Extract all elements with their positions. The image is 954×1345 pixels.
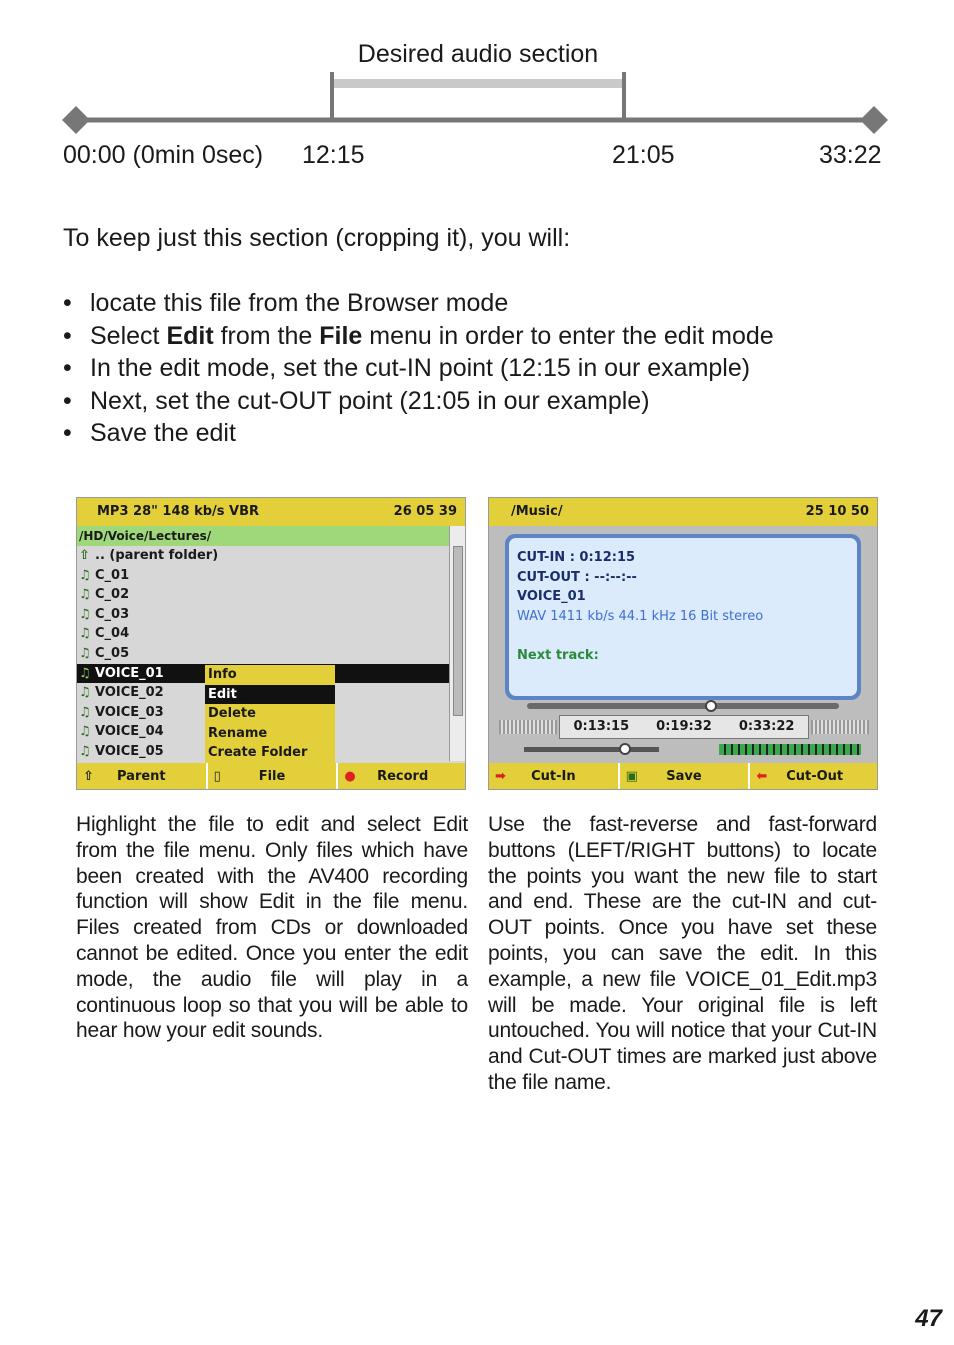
edit-info-panel — [505, 534, 861, 700]
step-keyword: Edit — [166, 321, 214, 350]
cut-in-button[interactable] — [489, 763, 620, 790]
browser-status-bar — [77, 498, 466, 526]
button-label: Cut-In — [531, 769, 576, 784]
cut-out-readout: CUT-OUT : --:--:-- — [517, 569, 637, 585]
file-name: .. (parent folder) — [95, 548, 219, 563]
menu-item-delete[interactable]: Delete — [208, 706, 256, 722]
file-list-item[interactable] — [77, 624, 449, 644]
step-text: menu in order to enter the edit mode — [362, 321, 774, 350]
intro-text: To keep just this section (cropping it), you will: — [63, 224, 571, 252]
music-note-icon: ♫ — [79, 685, 91, 701]
file-name: C_05 — [95, 645, 130, 661]
edit-file-name: VOICE_01 — [517, 589, 586, 604]
menu-item-rename[interactable]: Rename — [208, 725, 268, 741]
right-caption: Use the fast-reverse and fast-forward buttons (LEFT/RIGHT buttons) to locate the points you want the new file to start and end. These are the cut-IN and cut-OUT points. Once you have set these points, you can save the edit. In this example, a new file VOICE_01_Edit.mp3 will be made. Your original file is left untouched. You will notice that your Cut-IN and Cut-OUT times are marked just above the file name. — [488, 813, 877, 1094]
step-item — [63, 385, 774, 418]
right-dots-decoration — [811, 720, 869, 734]
desired-section-bracket — [333, 79, 623, 88]
save-icon: ▣ — [625, 769, 638, 784]
button-label: Cut-Out — [786, 769, 844, 784]
file-name: VOICE_01 — [95, 665, 164, 681]
folder-up-icon: ⇧ — [83, 769, 94, 784]
progress-track[interactable] — [527, 703, 839, 709]
file-name: VOICE_05 — [95, 743, 164, 759]
timeline-end-label: 33:22 — [819, 141, 882, 169]
parent-button[interactable] — [77, 763, 208, 790]
left-dots-decoration — [499, 720, 557, 734]
scroll-thumb[interactable] — [453, 546, 463, 716]
steps-list — [63, 287, 774, 450]
step-item — [63, 417, 774, 450]
music-note-icon: ♫ — [79, 724, 91, 740]
step-text: Next, set the cut-OUT point (21:05 in our example) — [90, 386, 650, 415]
step-item — [63, 287, 774, 320]
file-list-item[interactable] — [77, 605, 449, 625]
timeline-cut-in-label: 12:15 — [302, 141, 365, 169]
step-item — [63, 352, 774, 385]
file-list-item[interactable] — [77, 546, 449, 566]
record-button[interactable] — [338, 763, 466, 790]
button-label: File — [258, 769, 286, 784]
music-note-icon: ♫ — [79, 626, 91, 642]
step-item — [63, 320, 774, 353]
step-keyword: File — [319, 321, 363, 350]
music-note-icon: ♫ — [79, 743, 91, 759]
menu-item-info[interactable]: Info — [208, 667, 237, 682]
file-name: C_04 — [95, 626, 130, 642]
save-button[interactable] — [620, 763, 751, 790]
music-note-icon: ♫ — [79, 645, 91, 661]
edit-mode-screenshot — [488, 497, 878, 790]
browser-screenshot — [76, 497, 466, 790]
file-name: C_01 — [95, 567, 130, 583]
time-readouts — [559, 715, 809, 739]
browser-button-bar — [77, 763, 466, 790]
cut-out-button[interactable] — [750, 763, 878, 790]
spacer-line — [517, 626, 849, 646]
step-text: locate this file from the Browser mode — [90, 289, 509, 317]
timeline-start-marker — [62, 106, 90, 134]
file-name: VOICE_03 — [95, 704, 164, 720]
file-name: VOICE_02 — [95, 685, 164, 701]
edit-button-bar — [489, 763, 878, 790]
document-icon: ▯ — [213, 769, 221, 784]
music-note-icon: ♫ — [79, 587, 91, 603]
browser-title: MP3 28" 148 kb/s VBR — [97, 504, 260, 519]
file-list-item[interactable] — [77, 585, 449, 605]
file-list-item[interactable] — [77, 644, 449, 664]
time-readout: 0:13:15 — [573, 719, 630, 734]
timeline-diagram — [0, 60, 954, 140]
edit-status: 25 10 50 — [805, 504, 869, 519]
folder-up-icon: ⇧ — [79, 548, 90, 563]
step-text: Save the edit — [90, 419, 236, 447]
audio-format: WAV 1411 kb/s 44.1 kHz 16 Bit stereo — [517, 608, 764, 624]
time-readout: 0:19:32 — [656, 719, 712, 734]
progress-knob[interactable] — [705, 700, 717, 712]
step-text: from the — [213, 321, 320, 350]
button-label: Save — [666, 769, 702, 784]
music-note-icon: ♫ — [79, 704, 91, 720]
browser-path: /HD/Voice/Lectures/ — [77, 526, 466, 546]
file-name: VOICE_04 — [95, 724, 164, 740]
next-track-label: Next track: — [517, 647, 599, 663]
music-note-icon: ♫ — [79, 665, 91, 681]
record-icon: ● — [344, 769, 356, 784]
edit-status-bar — [489, 498, 878, 526]
file-menu — [205, 665, 335, 763]
level-meter — [719, 744, 861, 755]
volume-knob[interactable] — [619, 743, 631, 755]
timeline-start-label: 00:00 (0min 0sec) — [63, 141, 264, 169]
music-note-icon: ♫ — [79, 567, 91, 583]
button-label: Record — [377, 769, 429, 784]
menu-item-create-folder[interactable]: Create Folder — [208, 745, 308, 761]
volume-track[interactable] — [524, 747, 659, 752]
desired-section-label: Desired audio section — [357, 40, 599, 68]
file-button[interactable] — [208, 763, 339, 790]
button-label: Parent — [117, 769, 166, 784]
timeline-end-marker — [860, 106, 888, 134]
browser-status: 26 05 39 — [393, 504, 457, 519]
browser-scrollbar[interactable] — [449, 526, 465, 761]
left-caption: Highlight the file to edit and select Edit from the file menu. Only files which have been created with the AV400 recording function will show Edit in the file menu. Files created from CDs or downloaded cannot be edited. Once you enter the edit mode, the audio file will play in a continuous loop so that you will be able to hear how your edit sounds. — [76, 813, 468, 1043]
edit-title: /Music/ — [511, 504, 563, 519]
file-list-item[interactable] — [77, 566, 449, 586]
step-text: In the edit mode, set the cut-IN point (12:15 in our example) — [90, 354, 751, 382]
time-readout: 0:33:22 — [738, 719, 795, 734]
file-name: C_02 — [95, 587, 130, 603]
timeline-cut-out-label: 21:05 — [612, 141, 675, 169]
music-note-icon: ♫ — [79, 606, 91, 622]
file-name: C_03 — [95, 606, 130, 622]
step-text: Select — [90, 321, 167, 350]
arrow-right-icon: ➡ — [495, 769, 506, 784]
arrow-left-icon: ⬅ — [756, 769, 768, 784]
page-number: 47 — [915, 1305, 942, 1332]
cut-in-readout: CUT-IN : 0:12:15 — [517, 550, 636, 565]
menu-item-edit[interactable]: Edit — [205, 685, 335, 705]
